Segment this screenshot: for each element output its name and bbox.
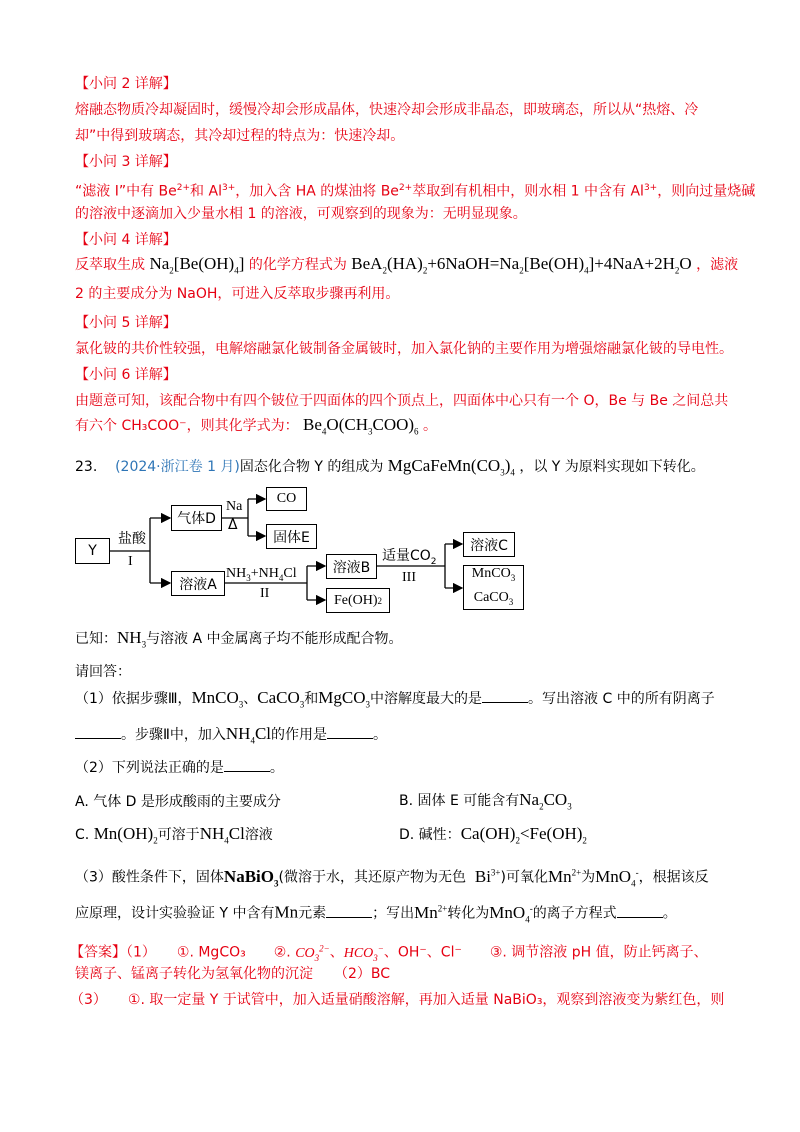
flow-box-carbonates [463, 565, 524, 610]
option-c: C. $Mn(OH)_2$可溶于$NH_4Cl$溶液 [75, 824, 273, 846]
flow-label-step3: III [402, 570, 416, 585]
q23-known: 已知：$NH_3$与溶液 A 中金属离子均不能形成配合物。 [75, 628, 403, 650]
q5-header: 【小问 5 详解】 [75, 315, 177, 331]
flow-box-sol-c: 溶液C [463, 532, 515, 557]
q23-part3-line1: （3）酸性条件下，固体NaBiO$_3$(微溶于水，其还原产物为无色 $Bi^{3+}$)可氧化$Mn^{2+}$为MnO$_4$-，根据该反 [75, 866, 709, 889]
option-d: D. 碱性：$Ca(OH)_2<Fe(OH)_2$ [399, 824, 587, 846]
flow-box-sol-b: 溶液B [326, 554, 377, 579]
q5-line1: 氯化铍的共价性较强，电解熔融氯化铍制备金属铍时，加入氯化钠的主要作用为增强熔融氯化铍的导电性。 [75, 341, 733, 357]
q23-please: 请回答： [75, 664, 131, 680]
q4-equation: $BeA_2(HA)_2+6NaOH=Na_2[Be(OH)_4]+4NaA+2H_2O$ [351, 254, 692, 276]
q6-line1: 由题意可知，该配合物中有四个铍位于四面体的四个顶点上，四面体中心只有一个 O，Be 与 Be 之间总共 [75, 393, 729, 409]
option-a: A. 气体 D 是形成酸雨的主要成分 [75, 794, 281, 810]
flow-label-na: Na [226, 499, 243, 514]
answer-blank-3[interactable] [327, 726, 373, 739]
option-b: B. 固体 E 可能含有$Na_2CO_3$ [399, 790, 572, 812]
flow-label-step1: I [128, 554, 133, 569]
q3-line2: 的溶液中逐滴加入少量水相 1 的溶液，可观察到的现象为：无明显现象。 [75, 206, 527, 222]
q3-line1: “滤液 I”中有 $Be^{2+}$和 $Al^{3+}$，加入含 HA 的煤油将 $Be^{2+}$萃取到有机相中，则水相 1 中含有 $Al^{3+}$，则向过量烧碱 [75, 183, 756, 200]
flow-mnco3: MnCO$_3$ [471, 565, 516, 583]
q23-part1-line1: （1）依据步骤Ⅲ，MnCO$_3$、CaCO$_3$和MgCO$_3$中溶解度最大的是 。写出溶液 C 中的所有阴离子 [75, 688, 715, 710]
q4-formula-product: $Na_2[Be(OH)_4]$ [149, 254, 245, 276]
answer-blank-6[interactable] [617, 905, 663, 918]
q4-line1: 反萃取生成 $Na_2[Be(OH)_4]$ 的化学方程式为 $BeA_2(HA)_2+6NaOH=Na_2[Be(OH)_4]+4NaA+2H_2O$ ，滤液 [75, 254, 739, 276]
q2-header: 【小问 2 详解】 [75, 76, 177, 92]
q23-stem: 23. (2024·浙江卷 1 月)固态化合物 Y 的组成为 $MgCaFeMn(CO_3)_4$ ，以 Y 为原料实现如下转化。 [75, 456, 705, 478]
flow-box-y: Y [75, 538, 110, 564]
flow-box-solid-e: 固体E [266, 524, 317, 549]
answer-blank-2[interactable] [75, 726, 121, 739]
q6-line2: 有六个 CH₃COO⁻，则其化学式为： $Be_4O(CH_3COO)_6$ 。 [75, 415, 437, 437]
q6-formula: $Be_4O(CH_3COO)_6$ [303, 415, 419, 437]
answer-blank-5[interactable] [326, 905, 372, 918]
q23-source: (2024·浙江卷 1 月) [115, 459, 240, 475]
q2-line2: 却”中得到玻璃态，其冷却过程的特点为：快速冷却。 [75, 128, 405, 144]
flow-box-co: CO [266, 487, 307, 511]
answer-line3: （3） ①. 取一定量 Y 于试管中，加入适量硝酸溶解，再加入适量 NaBiO₃，观察到溶液变为紫红色，则 [70, 992, 725, 1008]
q6-header: 【小问 6 详解】 [75, 367, 177, 383]
answer-line2: 镁离子、锰离子转化为氢氧化物的沉淀 （2）BC [75, 966, 391, 982]
flow-box-feoh2: Fe(OH) 2 [326, 588, 390, 613]
q23-part3-line2: 应原理，设计实验验证 Y 中含有Mn元素 ；写出$Mn^{2+}$转化为MnO$_4$-的离子方程式 。 [75, 902, 677, 925]
answer-line1: 【答案】（1） ①. MgCO₃ ②. $CO_3^{2-}$、$HCO_3^-$、OH⁻、Cl⁻ ③. 调节溶液 pH 值，防止钙离子、 [70, 943, 708, 963]
flow-label-co2: 适量$CO_2$ [382, 548, 437, 567]
q4-line2: 2 的主要成分为 NaOH，可进入反萃取步骤再利用。 [75, 286, 400, 302]
answer-blank-1[interactable] [482, 690, 528, 703]
q23-part2: （2）下列说法正确的是 。 [75, 760, 284, 776]
flow-label-hcl: 盐酸 [118, 531, 146, 547]
flow-label-nh3-nh4cl: $NH_3+NH_4Cl$ [226, 566, 297, 583]
q4-header: 【小问 4 详解】 [75, 232, 177, 248]
q2-line1: 熔融态物质冷却凝固时，缓慢冷却会形成晶体，快速冷却会形成非晶态，即玻璃态，所以从“热熔、冷 [75, 102, 699, 118]
flow-label-delta: Δ [228, 517, 238, 533]
answer-label: 【答案】 [70, 944, 126, 961]
flow-box-gas-d: 气体D [171, 505, 222, 531]
flow-caco3: CaCO$_3$ [473, 589, 514, 607]
answer-blank-4[interactable] [224, 759, 270, 772]
q3-header: 【小问 3 详解】 [75, 154, 177, 170]
flow-label-step2: II [260, 586, 270, 601]
q23-part1-line2: 。步骤Ⅱ中，加入$NH_4Cl$的作用是 。 [75, 724, 387, 750]
q23-formula-y: $MgCaFeMn(CO_3)_4$ [387, 456, 515, 478]
flow-box-sol-a: 溶液A [171, 571, 225, 596]
